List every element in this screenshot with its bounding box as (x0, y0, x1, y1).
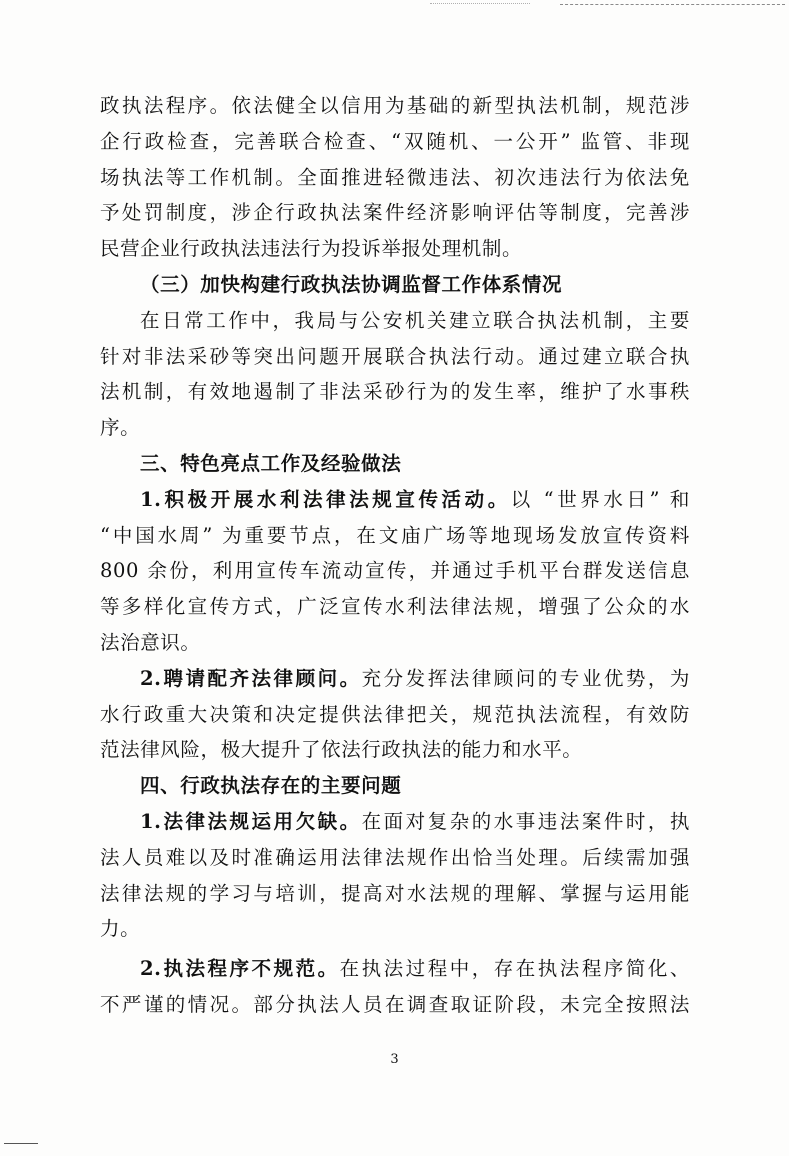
text-line: 法人员难以及时准确运用法律法规作出恰当处理。后续需加强 (100, 845, 690, 869)
text-line: 政执法程序。依法健全以信用为基础的新型执法机制，规范涉 (100, 94, 690, 117)
scan-artifact-line (4, 1143, 38, 1144)
text-line: 序。 (100, 416, 141, 440)
text-line: 等多样化宣传方式，广泛宣传水利法律法规，增强了公众的水 (100, 595, 690, 619)
text-line: 水行政重大决策和决定提供法律把关，规范执法流程，有效防 (100, 702, 690, 726)
item-text: 在面对复杂的水事违法案件时，执 (361, 809, 690, 833)
item-lead: 1.法律法规运用欠缺。 (140, 809, 362, 833)
item-lead: 1.积极开展水利法律法规宣传活动。 (140, 487, 511, 511)
section-heading: 四、行政执法存在的主要问题 (140, 774, 402, 798)
text-line: 民营企业行政执法违法行为投诉举报处理机制。 (100, 237, 523, 261)
document-body (100, 88, 690, 1023)
text-line (100, 804, 690, 840)
item-lead: 2.执法程序不规范。 (140, 957, 340, 981)
section-heading: 三、特色亮点工作及经验做法 (140, 451, 402, 475)
text-line: 针对非法采砂等突出问题开展联合执法行动。通过建立联合执 (100, 344, 690, 368)
text-line: 在日常工作中，我局与公安机关建立联合执法机制，主要 (140, 308, 690, 332)
text-line: 场执法等工作机制。全面推进轻微违法、初次违法行为依法免 (100, 165, 690, 189)
page-number: 3 (390, 1052, 399, 1067)
item-lead: 2.聘请配齐法律顾问。 (140, 666, 362, 690)
text-line: 范法律风险，极大提升了依法行政执法的能力和水平。 (100, 738, 583, 762)
scan-artifact-line (430, 3, 530, 4)
text-line (100, 482, 690, 518)
text-line: 力。 (100, 917, 141, 941)
text-line: “中国水周” 为重要节点，在文庙广场等地现场发放宣传资料 (100, 523, 690, 547)
text-line (100, 951, 690, 987)
text-line: 不严谨的情况。部分执法人员在调查取证阶段，未完全按照法 (100, 992, 690, 1016)
section-subheading: （三）加快构建行政执法协调监督工作体系情况 (140, 272, 563, 296)
text-line: 予处罚制度，涉企行政执法案件经济影响评估等制度，完善涉 (100, 201, 690, 225)
text-line: 企行政检查，完善联合检查、“双随机、一公开” 监管、非现 (100, 129, 690, 153)
text-line: 法机制，有效地遏制了非法采砂行为的发生率，维护了水事秩 (100, 380, 690, 404)
item-text: 充分发挥法律顾问的专业优势，为 (361, 666, 690, 690)
item-text: 以 “世界水日” 和 (510, 487, 690, 511)
text-line: 法治意识。 (100, 630, 201, 654)
text-line (100, 661, 690, 697)
scan-artifact-line (560, 4, 785, 5)
text-line: 800 余份，利用宣传车流动宣传，并通过手机平台群发送信息 (100, 559, 690, 583)
item-text: 在执法过程中，存在执法程序简化、 (339, 957, 690, 981)
text-line: 法律法规的学习与培训，提高对水法规的理解、掌握与运用能 (100, 881, 690, 905)
